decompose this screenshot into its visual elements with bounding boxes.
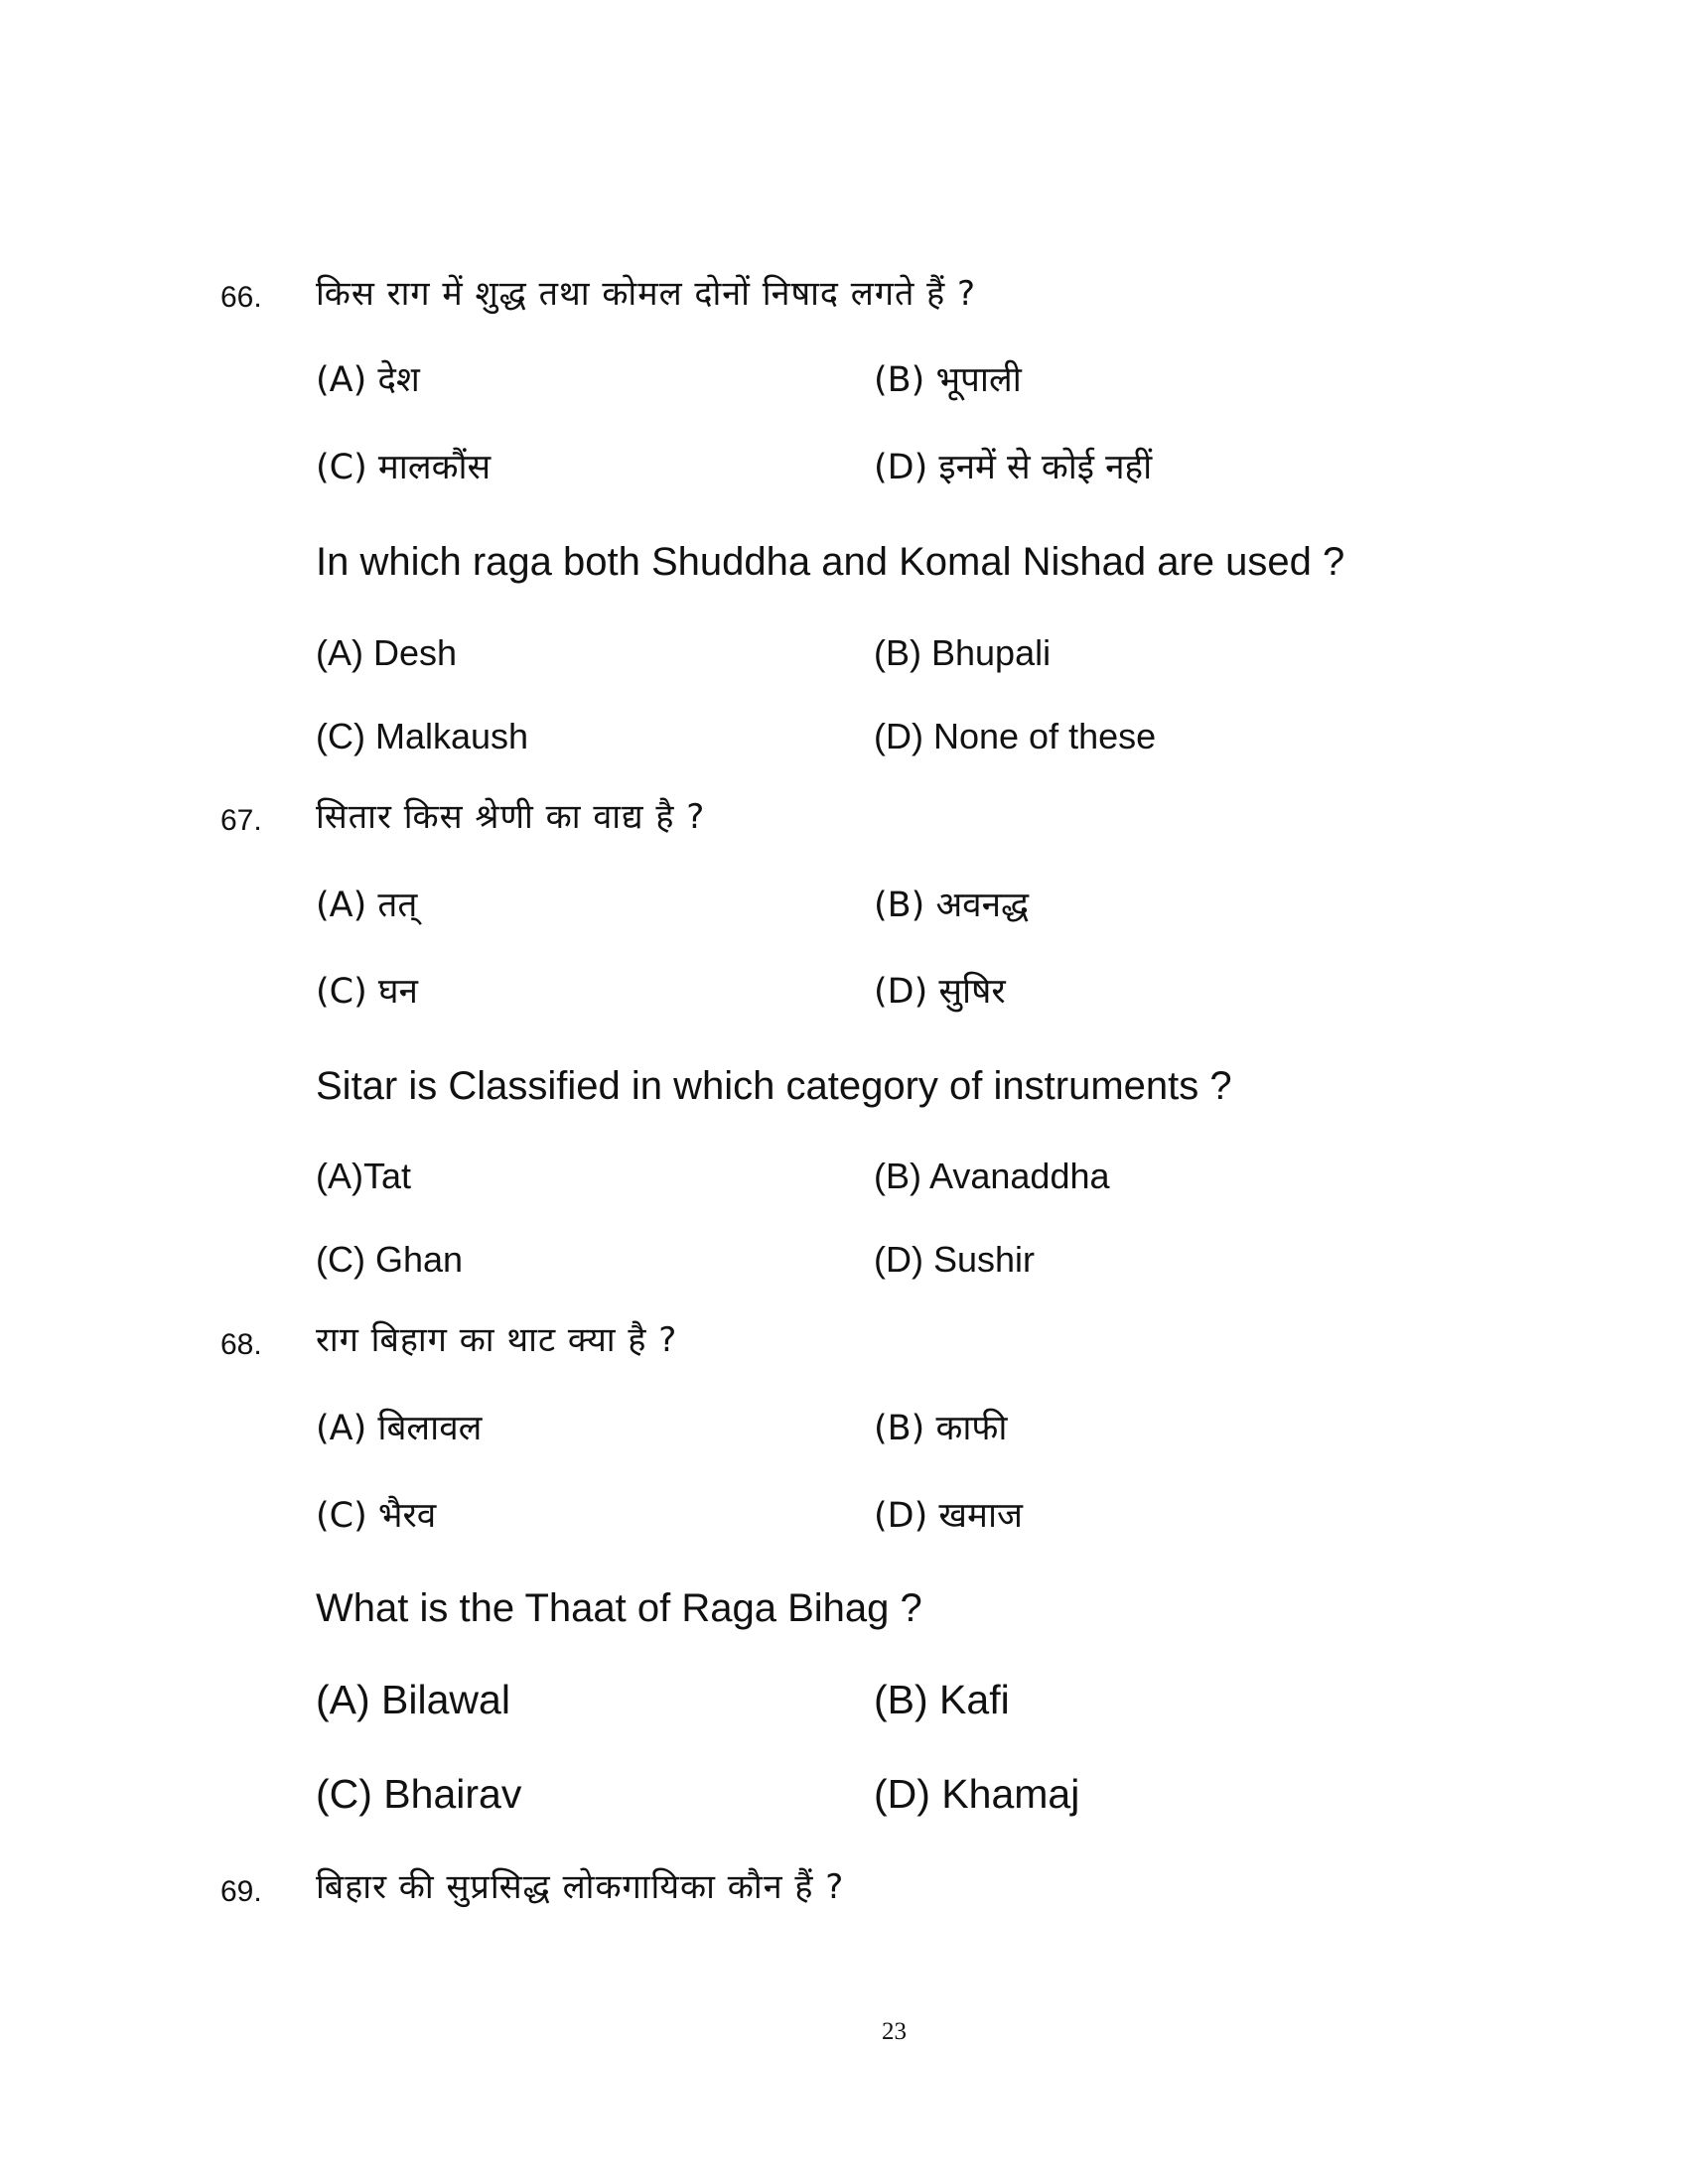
question-68-english-option-c: (C) Bhairav — [316, 1771, 522, 1817]
question-68-english-option-a: (A) Bilawal — [316, 1677, 510, 1722]
question-67-english-option-c: (C) Ghan — [316, 1239, 464, 1280]
question-66-hindi-option-a: (A) देश — [316, 360, 420, 400]
question-68-english-option-d: (D) Khamaj — [874, 1771, 1080, 1817]
question-67-hindi-option-c: (C) घन — [316, 972, 418, 1012]
question-66-number: 66. — [220, 281, 262, 314]
question-69-number: 69. — [220, 1875, 262, 1908]
question-66-english-option-b: (B) Bhupali — [874, 632, 1052, 673]
question-66-hindi-option-d: (D) इनमें से कोई नहीं — [874, 448, 1153, 487]
question-69-hindi-text: बिहार की सुप्रसिद्ध लोकगायिका कौन हैं ? — [316, 1867, 845, 1907]
question-67-english-text: Sitar is Classified in which category of instruments ? — [316, 1064, 1232, 1108]
question-67-hindi-option-a: (A) तत् — [316, 886, 418, 925]
question-68-english-text: What is the Thaat of Raga Bihag ? — [316, 1586, 922, 1630]
question-66-hindi-option-b: (B) भूपाली — [874, 360, 1022, 400]
question-68-hindi-option-d: (D) खमाज — [874, 1496, 1023, 1536]
question-67-number: 67. — [220, 804, 262, 837]
question-67-english-option-d: (D) Sushir — [874, 1239, 1036, 1280]
question-68-hindi-text: राग बिहाग का थाट क्या है ? — [316, 1320, 678, 1360]
question-67-hindi-text: सितार किस श्रेणी का वाद्य है ? — [316, 797, 706, 837]
page-number: 23 — [882, 2018, 907, 2045]
question-67-hindi-option-d: (D) सुषिर — [874, 972, 1006, 1012]
question-68-english-option-b: (B) Kafi — [874, 1677, 1010, 1722]
question-66-hindi-text: किस राग में शुद्ध तथा कोमल दोनों निषाद लगते हैं ? — [316, 274, 977, 314]
question-66-english-option-c: (C) Malkaush — [316, 716, 529, 756]
question-66-english-text: In which raga both Shuddha and Komal Nishad are used ? — [316, 540, 1345, 584]
question-68-hindi-option-b: (B) काफी — [874, 1409, 1008, 1448]
question-67-hindi-option-b: (B) अवनद्ध — [874, 886, 1030, 925]
question-66-english-option-d: (D) None of these — [874, 716, 1157, 756]
question-68-hindi-option-c: (C) भैरव — [316, 1496, 437, 1536]
question-67-english-option-a: (A)Tat — [316, 1156, 412, 1196]
question-66-english-option-a: (A) Desh — [316, 632, 458, 673]
question-66-hindi-option-c: (C) मालकौंस — [316, 448, 492, 487]
question-67-english-option-b: (B) Avanaddha — [874, 1156, 1110, 1196]
question-68-hindi-option-a: (A) बिलावल — [316, 1409, 483, 1448]
question-68-number: 68. — [220, 1328, 262, 1361]
